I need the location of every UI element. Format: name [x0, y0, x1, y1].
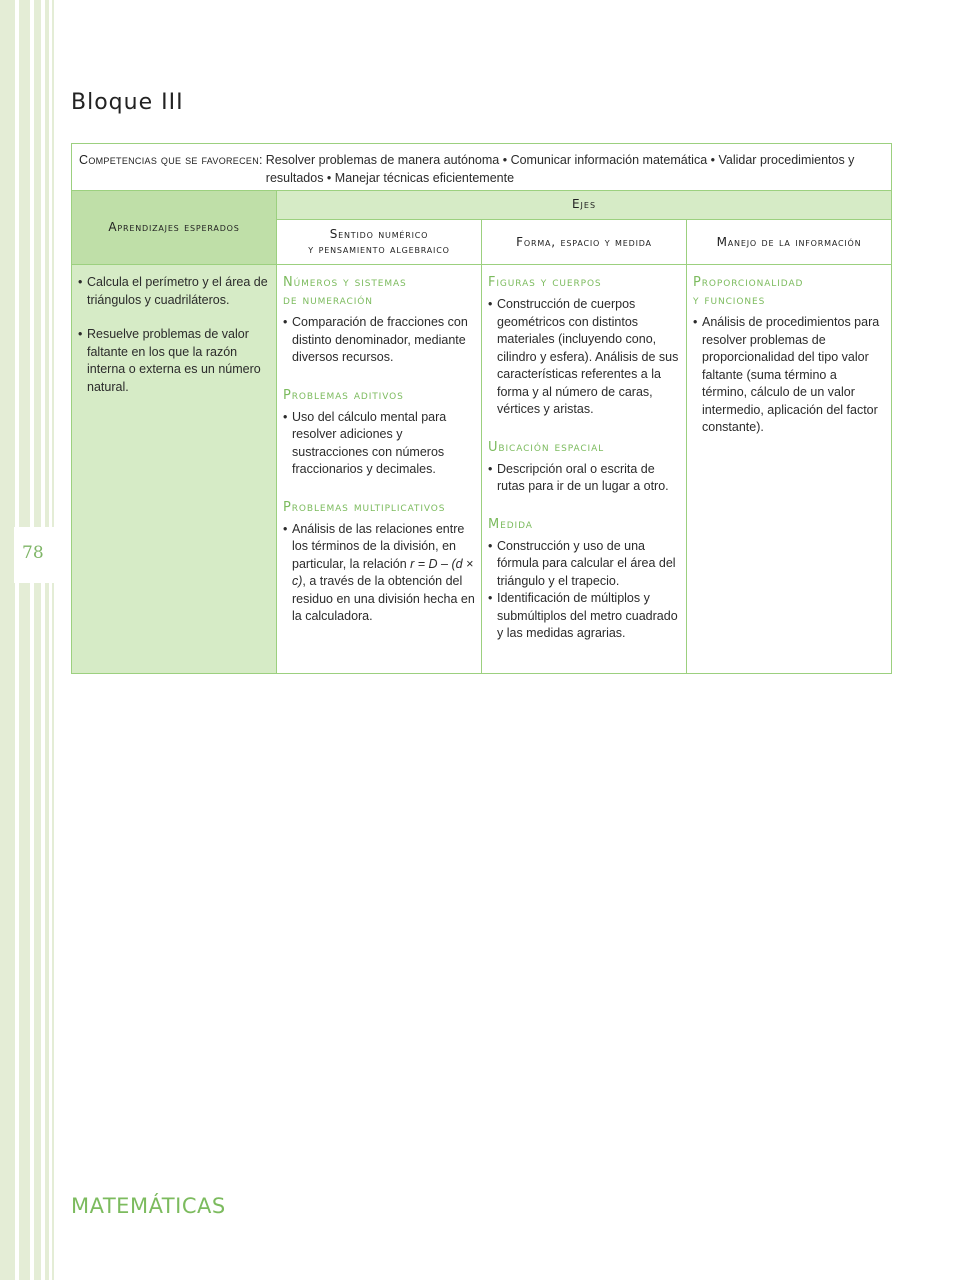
topic-numeros-line1: Números y sistemas [283, 275, 407, 290]
topic-proporcionalidad-line1: Proporcionalidad [693, 275, 804, 290]
content-item: • Comparación de fracciones con distinto denominador, mediante diversos recursos. [283, 314, 475, 367]
content-item: • Descripción oral o escrita de rutas para ir de un lugar a otro. [488, 461, 680, 496]
block-title: Bloque III [71, 90, 184, 115]
numerico-cell [277, 265, 482, 674]
axis-header-numerico-line1: Sentido numérico [329, 227, 429, 241]
content-item: • Uso del cálculo mental para resolver adiciones y sustracciones con números fraccionarios y decimales. [283, 409, 475, 479]
aprendizajes-header: Aprendizajes esperados [72, 191, 277, 265]
ejes-header: Ejes [277, 191, 892, 220]
content-item-formula [283, 521, 475, 626]
competencias-text: Resolver problemas de manera autónoma • Comunicar información matemática • Validar procedimientos y resultados • Manejar técnicas eficientemente [265, 153, 855, 185]
content-item: • Construcción y uso de una fórmula para calcular el área del triángulo y el trapecio. [488, 538, 680, 591]
axis-header-numerico-line2: y pensamiento algebraico [308, 242, 450, 256]
aprendizajes-cell [72, 265, 277, 674]
topic-medida: Medida [488, 516, 533, 532]
decorative-stripes [0, 0, 60, 1280]
manejo-cell [687, 265, 892, 674]
program-table [71, 143, 892, 674]
topic-ubicacion: Ubicación espacial [488, 439, 605, 455]
axis-header-numerico [277, 220, 482, 265]
formula: r = D – (d × c) [292, 556, 474, 588]
footer-subject: MATEMÁTICAS [71, 1194, 226, 1218]
topic-multiplicativos: Problemas multiplicativos [283, 499, 446, 515]
topic-numeros-line2: de numeración [283, 293, 373, 308]
topic-aditivos: Problemas aditivos [283, 387, 404, 403]
topic-figuras: Figuras y cuerpos [488, 275, 602, 290]
topic-numeros [283, 274, 475, 310]
content-item: • Análisis de procedimientos para resolver problemas de proporcionalidad del tipo valor faltante (suma término a término, cálculo de un valor intermedio, aplicación del factor constante). [693, 314, 885, 437]
topic-proporcionalidad-line2: y funciones [693, 293, 766, 308]
formula-item-text-a: Análisis de las relaciones entre los términos de la división, en particular, la relación [292, 521, 465, 571]
competencias-label: Competencias que se favorecen: [79, 153, 263, 167]
competencias-row [72, 144, 892, 191]
forma-cell [482, 265, 687, 674]
page-number: 78 [22, 543, 44, 563]
formula-item-text-b: , a través de la obtención del residuo en una división hecha en la calculadora. [292, 574, 475, 623]
axis-header-manejo: Manejo de la información [687, 220, 892, 265]
aprendizaje-item: • Calcula el perímetro y el área de triángulos y cuadriláteros. [78, 274, 272, 309]
content-item: • Construcción de cuerpos geométricos con distintos materiales (incluyendo cono, cilindro y esfera). Análisis de sus características referentes a la forma y al número de caras, vértices y aristas. [488, 296, 680, 419]
aprendizaje-item: • Resuelve problemas de valor faltante en los que la razón interna o externa es un número natural. [78, 326, 272, 396]
axis-header-forma: Forma, espacio y medida [482, 220, 687, 265]
topic-proporcionalidad [693, 274, 885, 310]
content-item: • Identificación de múltiplos y submúltiplos del metro cuadrado y las medidas agrarias. [488, 590, 680, 643]
